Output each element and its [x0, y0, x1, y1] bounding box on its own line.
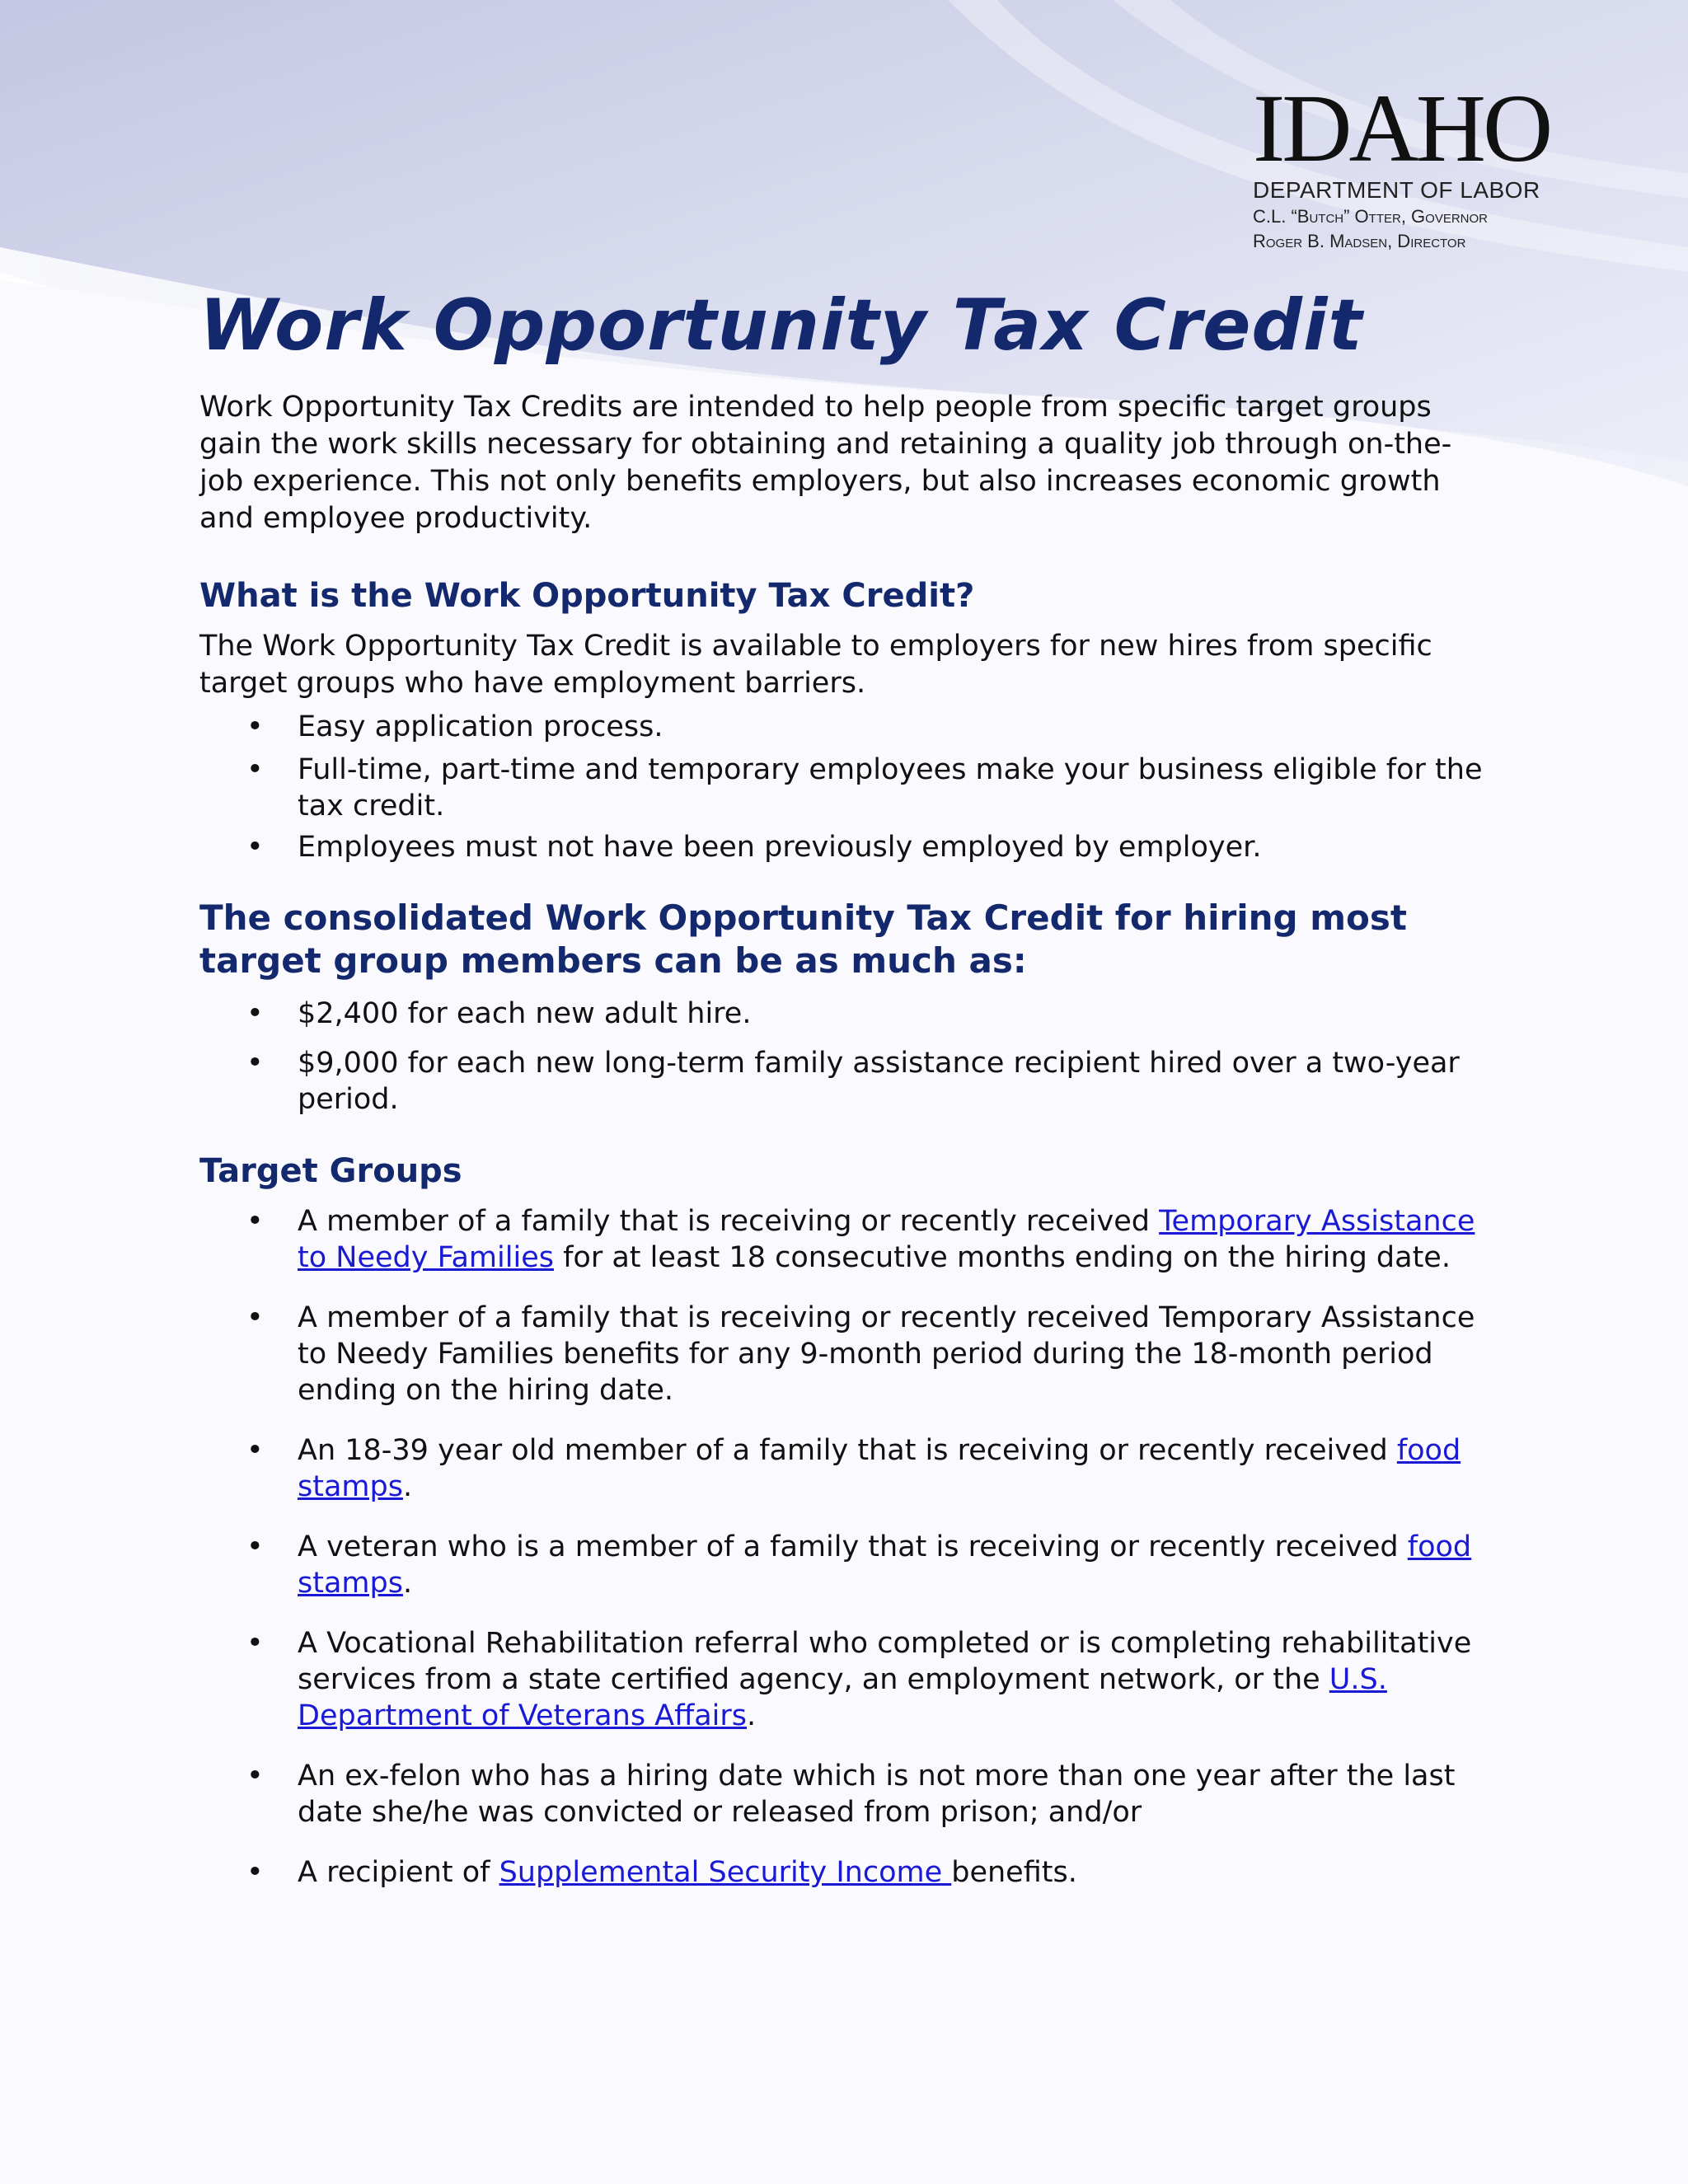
target-groups-list: [199, 1203, 1485, 1891]
bullet-icon: •: [246, 1627, 264, 1660]
bullet-icon: •: [246, 1047, 264, 1080]
food-stamps-link[interactable]: food stamps: [298, 1434, 1461, 1503]
bullet-icon: •: [246, 1530, 264, 1563]
list-item: [199, 996, 1485, 1032]
list-item-text: An 18-39 year old member of a family that is receiving or recently received: [298, 1434, 1397, 1467]
section-heading-target-groups: Target Groups: [199, 1152, 462, 1190]
intro-paragraph: Work Opportunity Tax Credits are intended to help people from specific target groups gain the work skills necessary for obtaining and retaining a quality job through on-the-job experience. This not only benefits employers, but also increases economic growth and employee productivity.: [199, 391, 1452, 535]
page-title: Work Opportunity Tax Credit: [199, 284, 1363, 367]
benefits-list: [199, 709, 1485, 865]
list-item-text: .: [747, 1699, 757, 1732]
tanf-link[interactable]: Temporary Assistance to Needy Families: [298, 1205, 1475, 1274]
list-item: [199, 709, 1485, 745]
list-item-text: An ex-felon who has a hiring date which is not more than one year after the last date she/he was convicted or released from prison; and/or: [298, 1760, 1456, 1829]
list-item: [199, 1854, 1485, 1891]
list-item-text: Full-time, part-time and temporary employees make your business eligible for the tax credit.: [298, 753, 1483, 823]
bullet-icon: •: [246, 831, 264, 864]
list-item: [199, 1529, 1485, 1601]
list-item: [199, 1625, 1485, 1734]
bullet-icon: •: [246, 1434, 264, 1467]
document-content: [199, 280, 1485, 1891]
section-body-what-is: The Work Opportunity Tax Credit is available to employers for new hires from specific target groups who have employment barriers.: [199, 630, 1432, 700]
idaho-dol-logo: [1253, 74, 1582, 254]
list-item: [199, 1432, 1485, 1505]
logo-wordmark: IDAHO: [1253, 74, 1550, 182]
section-heading-what-is: What is the Work Opportunity Tax Credit?: [199, 577, 975, 615]
food-stamps-link[interactable]: food stamps: [298, 1530, 1472, 1600]
logo-department: DEPARTMENT OF LABOR: [1253, 177, 1540, 203]
list-item-text: benefits.: [951, 1856, 1077, 1889]
list-item-text: .: [402, 1567, 413, 1600]
list-item: [199, 1300, 1485, 1408]
list-item: [199, 829, 1485, 865]
logo-governor: C.L. “Butch” Otter, Governor: [1253, 206, 1489, 227]
bullet-icon: •: [246, 1856, 264, 1889]
list-item-text: A member of a family that is receiving or recently received: [298, 1205, 1160, 1238]
veterans-affairs-link[interactable]: U.S. Department of Veterans Affairs: [298, 1663, 1387, 1732]
list-item-text: $9,000 for each new long-term family assistance recipient hired over a two-year period.: [298, 1047, 1460, 1116]
ssi-link[interactable]: Supplemental Security Income: [499, 1856, 952, 1889]
list-item-text: A Vocational Rehabilitation referral who completed or is completing rehabilitative services from a state certified agency, an employment network, or the: [298, 1627, 1472, 1696]
bullet-icon: •: [246, 1301, 264, 1334]
list-item: [199, 1758, 1485, 1830]
list-item: [199, 1045, 1485, 1118]
bullet-icon: •: [246, 710, 264, 743]
list-item-text: .: [402, 1470, 413, 1503]
logo-director: Roger B. Madsen, Director: [1253, 231, 1466, 251]
list-item-text: Employees must not have been previously employed by employer.: [298, 831, 1262, 864]
list-item: [199, 1203, 1485, 1276]
list-item-text: A recipient of: [298, 1856, 499, 1889]
bullet-icon: •: [246, 997, 264, 1030]
bullet-icon: •: [246, 1760, 264, 1793]
list-item-text: A member of a family that is receiving or recently received Temporary Assistance to Needy Families benefits for any 9-month period during the 18-month period ending on the hiring date.: [298, 1301, 1475, 1407]
list-item-text: for at least 18 consecutive months ending on the hiring date.: [553, 1241, 1451, 1274]
list-item-text: A veteran who is a member of a family that is receiving or recently received: [298, 1530, 1408, 1563]
bullet-icon: •: [246, 1205, 264, 1238]
list-item: [199, 752, 1485, 824]
bullet-icon: •: [246, 753, 264, 786]
list-item-text: Easy application process.: [298, 710, 663, 743]
section-heading-credit-amount: The consolidated Work Opportunity Tax Credit for hiring most target group members can be as much as:: [199, 898, 1407, 981]
credit-amount-list: [199, 996, 1485, 1118]
list-item-text: $2,400 for each new adult hire.: [298, 997, 752, 1030]
